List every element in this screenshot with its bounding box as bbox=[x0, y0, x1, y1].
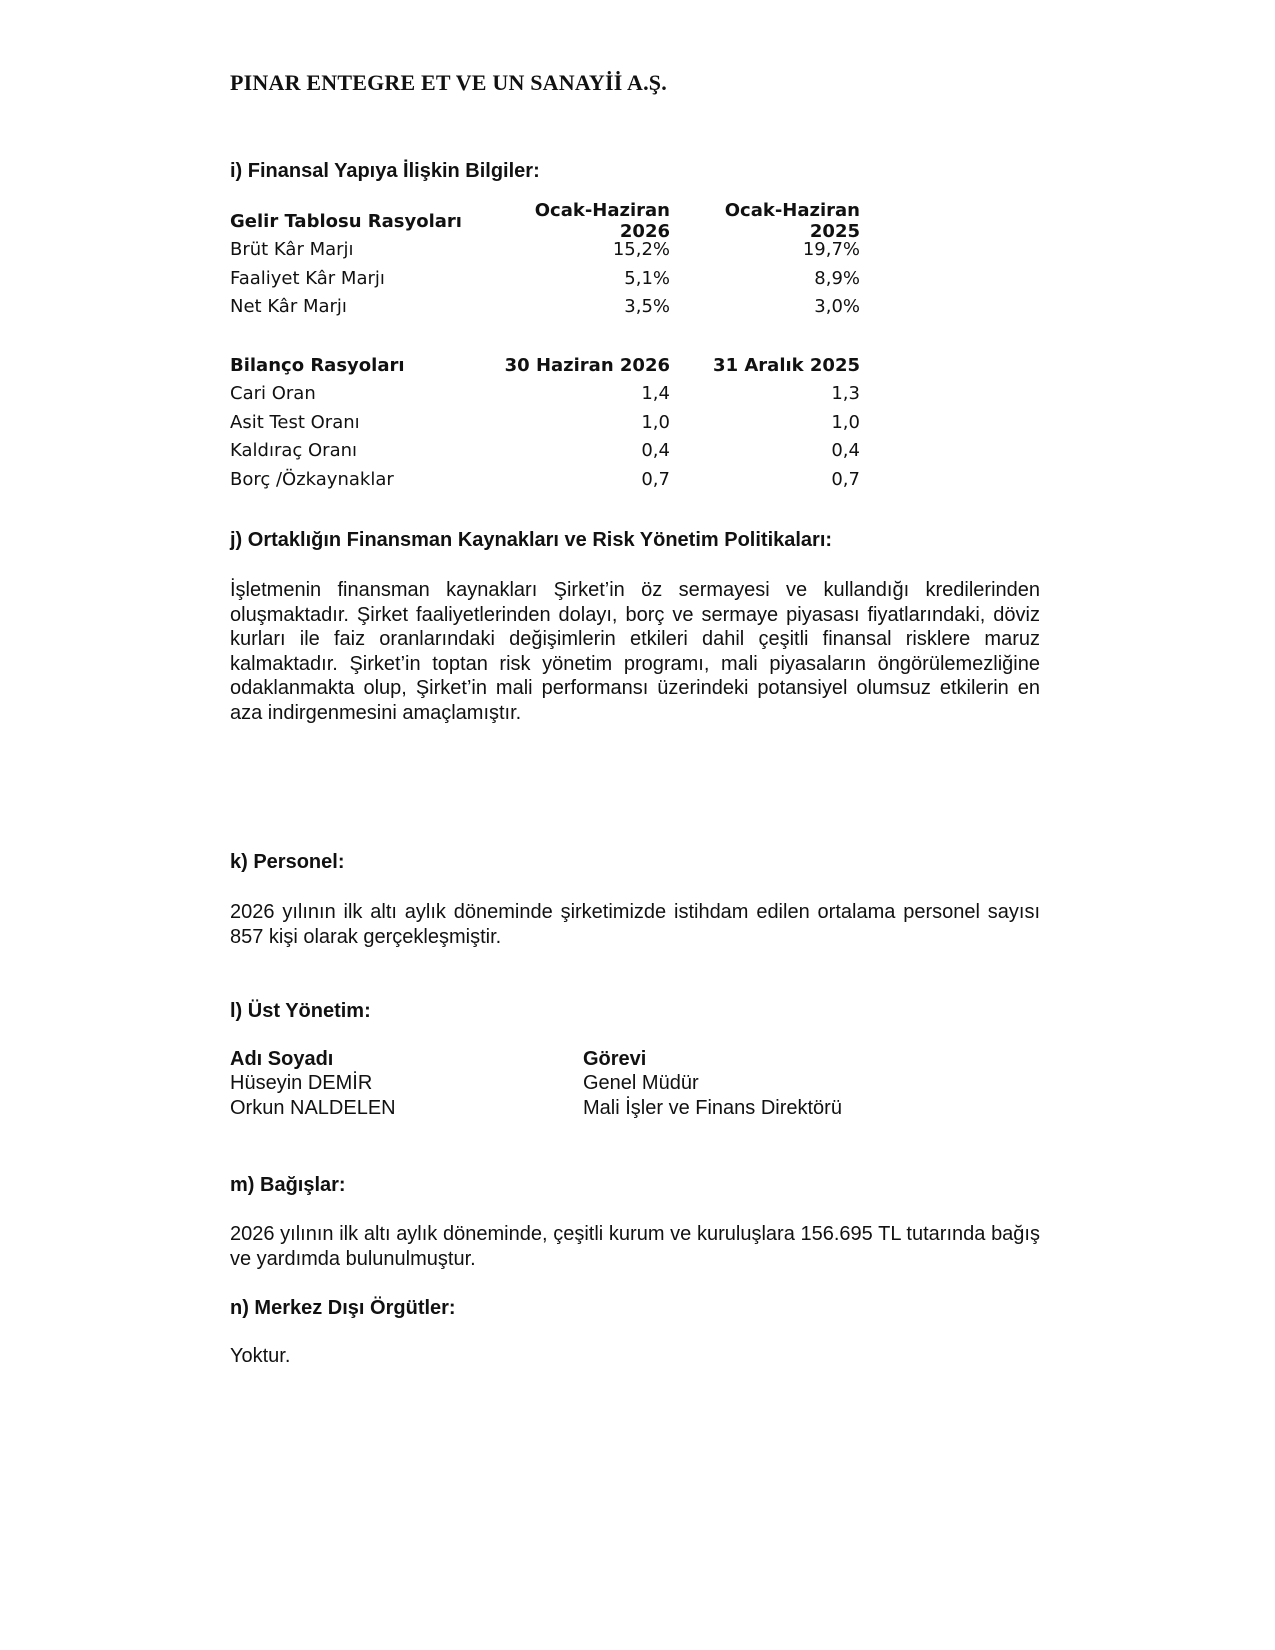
table-row bbox=[230, 293, 860, 322]
table-cell: 3,5% bbox=[624, 296, 670, 318]
table-header-row bbox=[230, 200, 860, 243]
section-m-heading: m) Bağışlar: bbox=[230, 1174, 346, 1196]
table-row bbox=[230, 380, 860, 409]
company-name: PINAR ENTEGRE ET VE UN SANAYİİ A.Ş. bbox=[230, 70, 667, 95]
section-i-heading: i) Finansal Yapıya İlişkin Bilgiler: bbox=[230, 160, 540, 182]
table-cell: 8,9% bbox=[814, 267, 860, 289]
table-row bbox=[230, 264, 860, 293]
table-header-cell: Gelir Tablosu Rasyoları bbox=[230, 210, 462, 232]
section-n-heading: n) Merkez Dışı Örgütler: bbox=[230, 1297, 456, 1319]
table-cell: Kaldıraç Oranı bbox=[230, 440, 358, 462]
table-cell: Asit Test Oranı bbox=[230, 411, 360, 433]
table-header-cell: 30 Haziran 2026 bbox=[504, 354, 670, 376]
section-j-paragraph: İşletmenin finansman kaynakları Şirket’in öz sermayesi ve kullandığı kredilerinden oluşmaktadır. Şirket faaliyetlerinden dolayı, borç ve sermaye piyasası fiyatlarındaki, döviz kurları ile faiz oranlarındaki değişimlerin etkileri dahil çeşitli finansal risklere maruz kalmaktadır. Şirket’in toptan risk yönetim programı, mali piyasaların öngörülemezliğine odaklanmakta olup, Şirket’in mali performansı üzerindeki potansiyel olumsuz etkilerin en aza indirgenmesini amaçlamıştır. bbox=[230, 579, 1040, 724]
table-cell: 1,3 bbox=[831, 383, 860, 405]
income-ratios-table bbox=[230, 200, 860, 321]
table-header-row bbox=[230, 1047, 842, 1072]
table-cell: 19,7% bbox=[802, 239, 860, 261]
table-cell: 0,7 bbox=[831, 468, 860, 490]
table-cell: Genel Müdür bbox=[583, 1072, 699, 1095]
table-cell: 1,0 bbox=[641, 411, 670, 433]
table-cell: 0,4 bbox=[641, 440, 670, 462]
table-cell: 15,2% bbox=[612, 239, 670, 261]
table-cell: Orkun NALDELEN bbox=[230, 1096, 396, 1119]
table-row bbox=[230, 408, 860, 437]
section-m-paragraph: 2026 yılının ilk altı aylık döneminde, çeşitli kurum ve kuruluşlara 156.695 TL tutarında bağış ve yardımda bulunulmuştur. bbox=[230, 1223, 1040, 1270]
table-cell: 5,1% bbox=[624, 267, 670, 289]
management-table bbox=[230, 1047, 842, 1121]
table-cell: 1,0 bbox=[831, 411, 860, 433]
table-header-cell: Görevi bbox=[583, 1047, 647, 1070]
table-cell: Brüt Kâr Marjı bbox=[230, 239, 354, 261]
table-cell: Cari Oran bbox=[230, 383, 316, 405]
table-cell: 0,4 bbox=[831, 440, 860, 462]
table-row bbox=[230, 465, 860, 494]
table-cell: Net Kâr Marjı bbox=[230, 296, 347, 318]
section-l-heading: l) Üst Yönetim: bbox=[230, 1000, 371, 1022]
table-cell: 1,4 bbox=[641, 383, 670, 405]
table-cell: Mali İşler ve Finans Direktörü bbox=[583, 1096, 842, 1119]
table-cell: Faaliyet Kâr Marjı bbox=[230, 267, 385, 289]
section-j-heading: j) Ortaklığın Finansman Kaynakları ve Risk Yönetim Politikaları: bbox=[230, 529, 833, 551]
section-k-paragraph: 2026 yılının ilk altı aylık döneminde şirketimizde istihdam edilen ortalama personel sayısı 857 kişi olarak gerçekleşmiştir. bbox=[230, 901, 1040, 948]
table-cell: Hüseyin DEMİR bbox=[230, 1072, 373, 1095]
table-header-cell: Adı Soyadı bbox=[230, 1047, 334, 1070]
table-cell: 0,7 bbox=[641, 468, 670, 490]
table-header-cell: Ocak-Haziran 2026 bbox=[534, 200, 670, 243]
table-cell: 3,0% bbox=[814, 296, 860, 318]
table-header-cell: Ocak-Haziran 2025 bbox=[724, 200, 860, 243]
balance-ratios-table bbox=[230, 351, 860, 494]
section-k-heading: k) Personel: bbox=[230, 851, 345, 873]
section-n-paragraph: Yoktur. bbox=[230, 1345, 291, 1367]
table-row bbox=[230, 1096, 842, 1121]
table-row bbox=[230, 437, 860, 466]
table-row bbox=[230, 236, 860, 265]
table-header-row bbox=[230, 351, 860, 380]
table-cell: Borç /Özkaynaklar bbox=[230, 468, 394, 490]
table-row bbox=[230, 1072, 842, 1097]
table-header-cell: Bilanço Rasyoları bbox=[230, 354, 405, 376]
table-header-cell: 31 Aralık 2025 bbox=[713, 354, 860, 376]
